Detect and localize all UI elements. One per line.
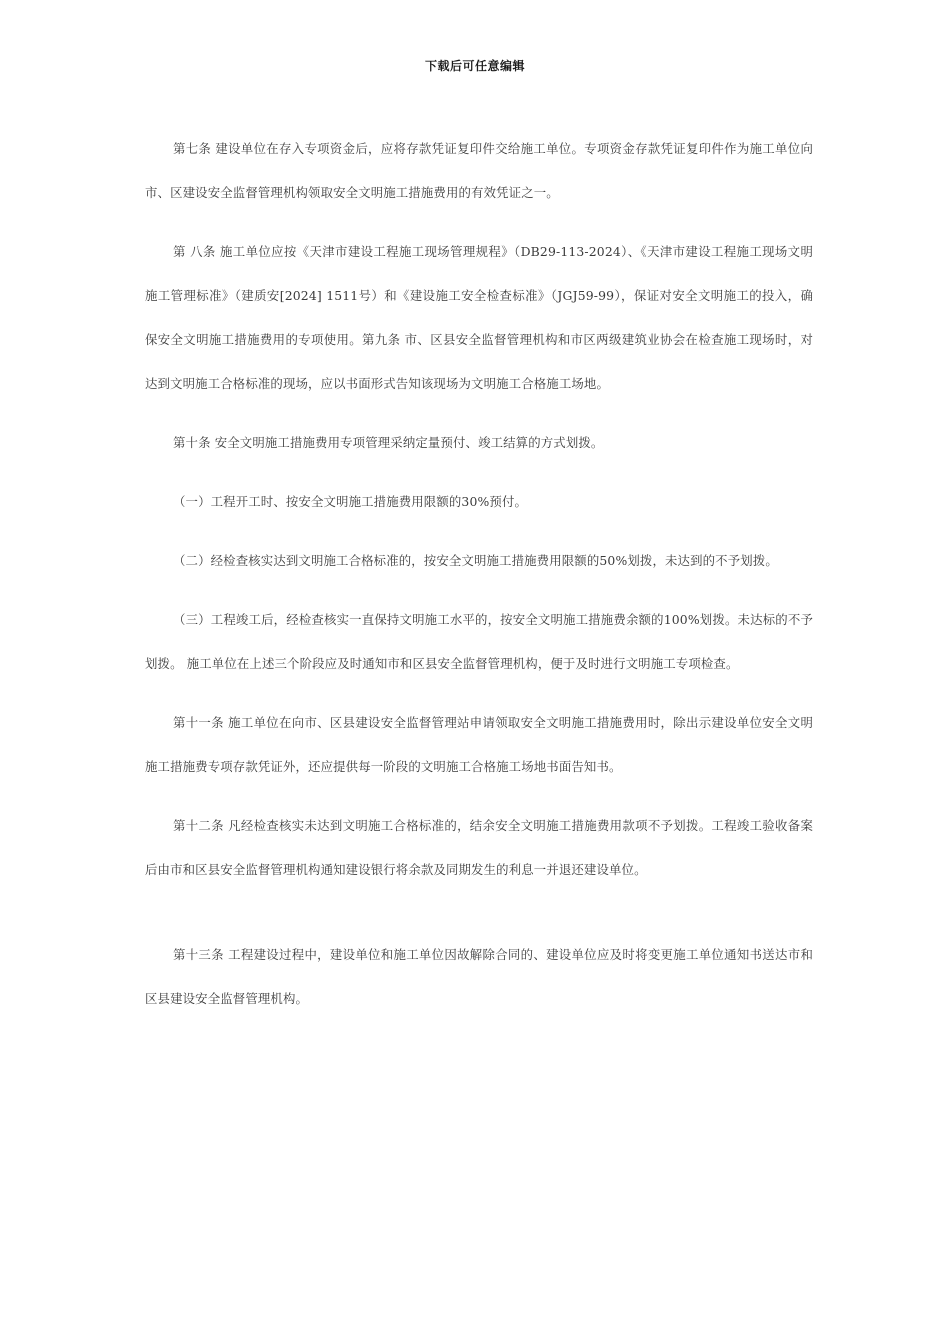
document-body [145,127,813,1036]
article-10-paragraph: 第十条 安全文明施工措施费用专项管理采纳定量预付、竣工结算的方式划拨。 [173,435,604,450]
article-10-item-1: （一）工程开工时、按安全文明施工措施费用限额的30%预付。 [173,494,528,509]
article-10-item-2: （二）经检查核实达到文明施工合格标准的，按安全文明施工措施费用限额的50%划拨，未达到的不予划拨。 [173,553,778,568]
download-edit-note: 下载后可任意编辑 [424,59,525,73]
article-12-paragraph: 第十二条 凡经检查核实未达到文明施工合格标准的，结余安全文明施工措施费用款项不予划拨。工程竣工验收备案后由市和区县安全监督管理机构通知建设银行将余款及同期发生的利息一并退还建设单位。 [145,818,813,877]
article-8-9-paragraph: 第 八条 施工单位应按《天津市建设工程施工现场管理规程》（DB29-113-2024）、《天津市建设工程施工现场文明施工管理标准》（建质安[2024] 1511号）和《建设施工安全检查标准》（JGJ59-99），保证对安全文明施工的投入，确保安全文明施工措施费用的专项使用。第九条 市、区县安全监督管理机构和市区两级建筑业协会在检查施工现场时，对达到文明施工合格标准的现场，应以书面形式告知该现场为文明施工合格施工场地。 [145,244,813,391]
article-13-paragraph: 第十三条 工程建设过程中，建设单位和施工单位因故解除合同的、建设单位应及时将变更施工单位通知书送达市和区县建设安全监督管理机构。 [145,947,813,1006]
article-10-item-3: （三）工程竣工后，经检查核实一直保持文明施工水平的，按安全文明施工措施费余额的100%划拨。未达标的不予划拨。 施工单位在上述三个阶段应及时通知市和区县安全监督管理机构，便于及时进行文明施工专项检查。 [145,612,813,671]
article-7-paragraph: 第七条 建设单位在存入专项资金后，应将存款凭证复印件交给施工单位。专项资金存款凭证复印件作为施工单位向市、区建设安全监督管理机构领取安全文明施工措施费用的有效凭证之一。 [145,141,813,200]
article-11-paragraph: 第十一条 施工单位在向市、区县建设安全监督管理站申请领取安全文明施工措施费用时，除出示建设单位安全文明施工措施费专项存款凭证外，还应提供每一阶段的文明施工合格施工场地书面告知书。 [145,715,813,774]
